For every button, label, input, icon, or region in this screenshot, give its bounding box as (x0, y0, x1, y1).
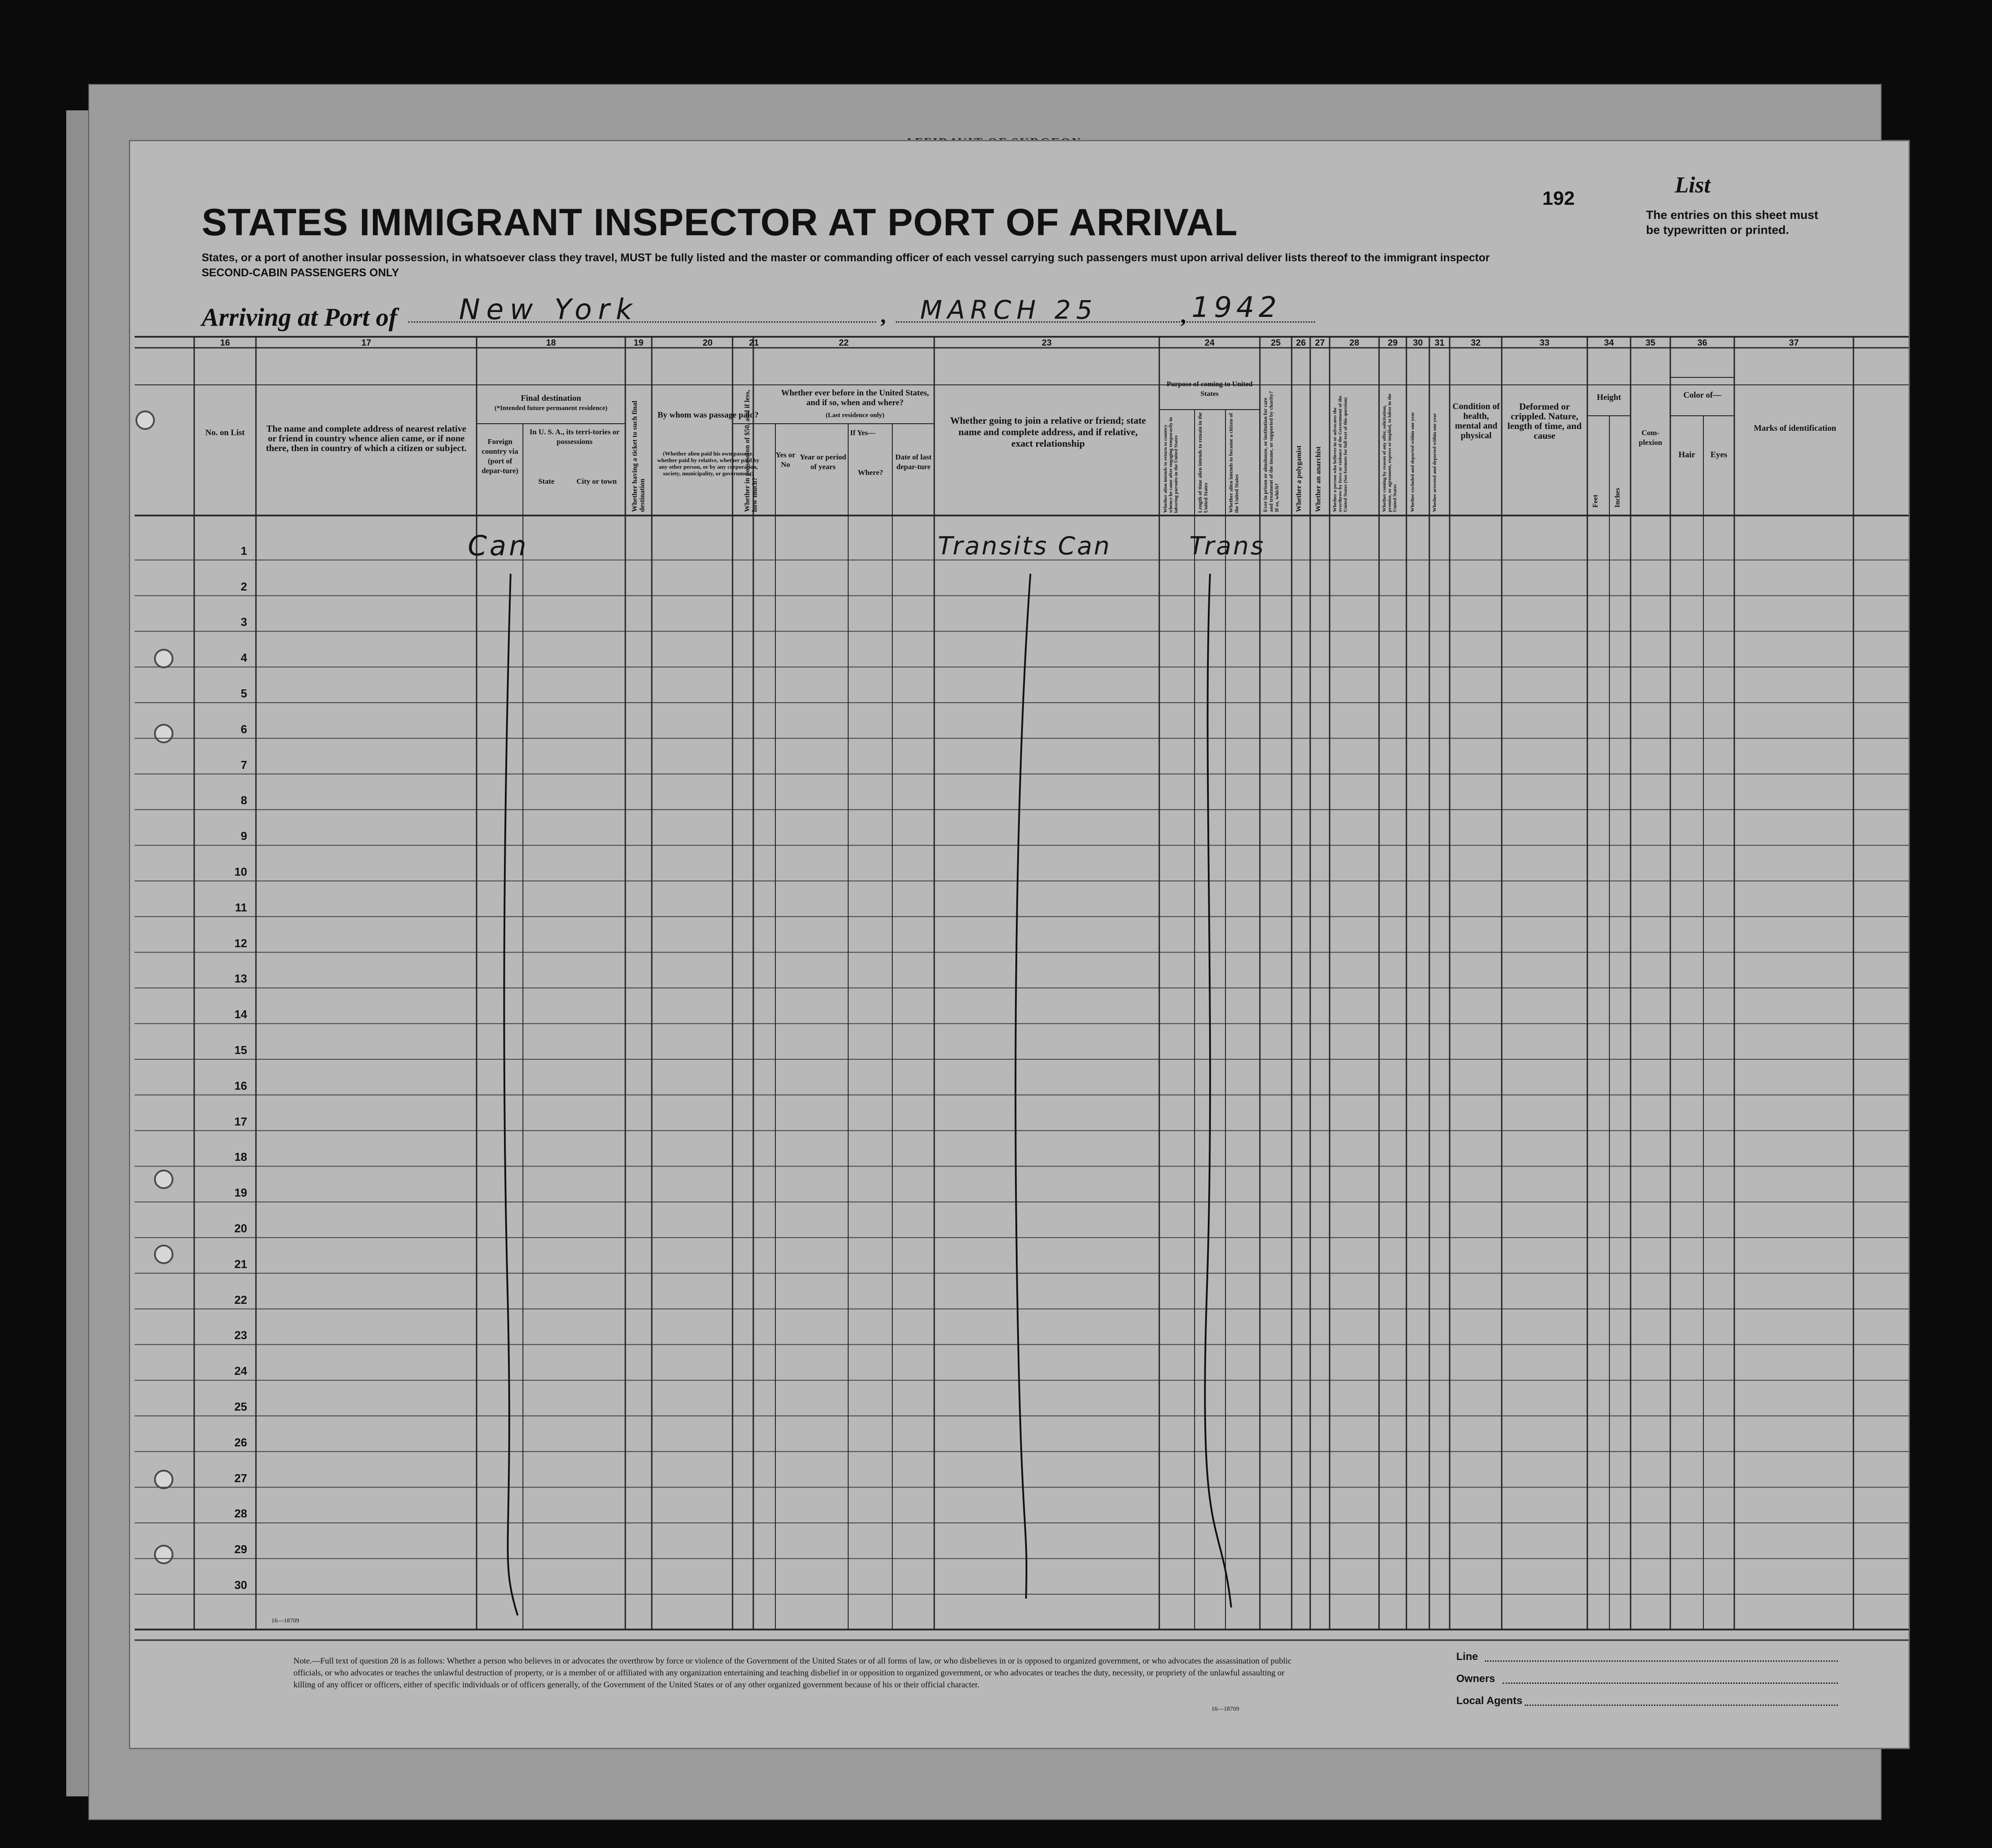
footer-line-field (1485, 1660, 1838, 1662)
col-header-purpose-citizen: Whether alien intends to become a citizen of the United States (1228, 413, 1240, 513)
row-number: 26 (234, 1435, 247, 1449)
passenger-class: SECOND-CABIN PASSENGERS ONLY (202, 267, 399, 279)
footer-owners-field (1503, 1682, 1838, 1684)
col-header-feet: Feet (1592, 494, 1599, 508)
row-number: 24 (234, 1364, 247, 1378)
handwritten-join-relative: Transits Can (938, 532, 1112, 561)
row-number: 22 (234, 1293, 247, 1306)
port-name: New York (459, 294, 639, 326)
col-header-height: Height (1597, 393, 1621, 402)
col-num: 26 (1296, 338, 1306, 348)
row-number: 12 (234, 936, 247, 950)
handwritten-purpose: Trans (1189, 532, 1265, 561)
col-num: 32 (1470, 338, 1481, 348)
col-num: 25 (1270, 338, 1281, 348)
col-num: 17 (361, 338, 372, 348)
row-number: 7 (241, 758, 247, 772)
col-num: 35 (1645, 338, 1656, 348)
handwritten-destination: Can (468, 530, 529, 562)
col-num: 29 (1387, 338, 1398, 348)
footer-agents-field (1525, 1705, 1838, 1706)
col-num: 31 (1434, 338, 1445, 348)
col-header-yes-no: Yes or No (775, 451, 796, 469)
col-header-purpose-return: Whether alien intends to return to country whence he came after engaging temporarily in laboring pursuits in the United States (1163, 417, 1179, 513)
row-number: 11 (235, 900, 247, 914)
col-num: 28 (1349, 338, 1360, 348)
row-number: 5 (241, 687, 247, 700)
col-num: 22 (838, 338, 849, 348)
row-number: 20 (234, 1222, 247, 1235)
footer-agents-label: Local Agents (1456, 1695, 1522, 1707)
col-header-passage-paid: By whom was passage paid? (657, 410, 759, 420)
col-header-in-usa: In U. S. A., its terri-tories or possessions (530, 428, 620, 446)
row-number: 9 (241, 829, 247, 843)
col-header-overthrow: Whether a person who believes in or advocates the overthrow by force or violence of the Government of the United States (See footnote for full text of this question) (1332, 395, 1348, 512)
col-header-complexion: Com-plexion (1639, 429, 1662, 447)
col-header-deformed: Deformed or crippled. Nature, length of time, and cause (1507, 401, 1582, 441)
col-header-ticket: Whether having a ticket to such final destination (631, 400, 646, 512)
list-label: List (1675, 173, 1710, 198)
col-num: 33 (1539, 338, 1550, 348)
col-header-purpose: Purpose of coming to United States (1166, 380, 1253, 398)
col-header-excluded: Whether excluded and deported within one year (1410, 412, 1415, 512)
col-header-year: Year or period of years (800, 453, 846, 471)
col-header-if-yes: If Yes— (850, 429, 876, 437)
col-header-join-relative: Whether going to join a relative or friend; state name and complete address, and if relative, exact relationship (950, 415, 1146, 449)
footer-owners-label: Owners (1456, 1673, 1496, 1685)
arrival-date: MARCH 25 (920, 295, 1098, 325)
row-number: 3 (241, 615, 247, 629)
col-header-polygamist: Whether a polygamist (1295, 445, 1303, 512)
col-header-color: Color of— (1683, 391, 1721, 400)
col-num: 36 (1697, 338, 1707, 348)
col-header-before-in-us-note: (Last residence only) (825, 412, 885, 419)
col-header-anarchist: Whether an anarchist (1315, 446, 1322, 512)
col-header-marks: Marks of identification (1754, 424, 1836, 433)
form-instructions: States, or a port of another insular possession, in whatsoever class they travel, MUST be fully listed and the master or commanding officer of each vessel carrying such passengers must upon arrival deliver lists thereof to the immigrant inspector (202, 252, 1490, 264)
col-num: 34 (1604, 338, 1614, 348)
arrival-year: 1942 (1191, 291, 1281, 324)
col-num: 16 (220, 338, 230, 348)
col-num: 18 (546, 338, 556, 348)
row-number: 10 (234, 865, 247, 878)
col-num: 24 (1204, 338, 1215, 348)
col-header-hair: Hair (1678, 450, 1695, 459)
row-number: 2 (241, 580, 247, 593)
col-header-state: State (538, 477, 555, 486)
row-number: 19 (234, 1186, 247, 1200)
col-num: 21 (749, 338, 759, 348)
form-code-footer: 16—18709 (1211, 1706, 1239, 1713)
footnote-question-28: Note.—Full text of question 28 is as follows: Whether a person who believes in or advocates the overthrow by force or violence of the Government of the United States or of all forms of law, or who disbelieves in or is opposed to organized government, or who advocates the assassination of public officials, or who advocates or teaches the unlawful destruction of property, or is a member of or affiliated with any organization entertaining and teaching disbelief in or opposition to organized government, or who advocates or teaches the duty, necessity, or propriety of the unlawful assaulting or killing of any officer or officers, either of specific individuals or of officers generally, of the Government of the United States or of any other organized government because of his or their official character. (293, 1656, 1292, 1690)
row-number: 16 (234, 1079, 247, 1092)
form-code: 16—18709 (271, 1618, 299, 1624)
sheet-number: 192 (1542, 188, 1575, 209)
row-number: 4 (241, 651, 247, 665)
manifest-sheet (130, 141, 1909, 1748)
row-number: 1 (241, 544, 247, 557)
arriving-label: Arriving at Port of (202, 303, 398, 331)
comma: , (1180, 303, 1186, 327)
col-header-arrested: Whether arrested and deported within one year (1432, 413, 1437, 512)
row-number: 27 (234, 1471, 247, 1485)
col-header-foreign-country: Foreign country via (port of depar-ture) (481, 437, 519, 475)
col-header-fifty-dollars: Whether in possession of $50, and if less, how much? (744, 390, 759, 512)
col-header-final-destination-note: (*Intended future permanent residence) (494, 405, 608, 412)
col-header-prison: Ever in prison or almshouse, or institution for care and treatment of the insane, or supported by charity? If so, which? (1262, 391, 1280, 512)
row-number: 29 (234, 1543, 247, 1556)
col-header-labor-offer: Whether coming by reason of any offer, solicitation, promise, or agreement, express or implied, to labor in the United States (1382, 393, 1398, 512)
form-title: STATES IMMIGRANT INSPECTOR AT PORT OF ARRIVAL (202, 201, 1238, 244)
manifest-grid (130, 141, 1909, 1748)
col-num: 23 (1041, 338, 1052, 348)
col-header-no-on-list: No. on List (205, 428, 245, 437)
row-number: 15 (234, 1043, 247, 1057)
row-number: 17 (234, 1114, 247, 1128)
col-num: 37 (1789, 338, 1799, 348)
row-number: 21 (234, 1257, 247, 1271)
col-num: 30 (1413, 338, 1423, 348)
col-header-relative-abroad: The name and complete address of nearest relative or friend in country whence alien came, or if none there, then in country of which a citizen or subject. (266, 423, 467, 453)
comma: , (880, 303, 886, 327)
col-header-where: Where? (857, 468, 883, 477)
col-header-passage-paid-note: (Whether alien paid his own passage, whether paid by relative, whether paid by any other person, or by any corporation, society, municipality, or government) (657, 450, 759, 477)
row-number: 8 (241, 794, 247, 807)
row-number: 18 (234, 1150, 247, 1164)
col-header-eyes: Eyes (1710, 450, 1727, 459)
col-header-date-departure: Date of last depar-ture (895, 453, 932, 471)
row-number: 30 (234, 1578, 247, 1592)
row-number: 14 (234, 1008, 247, 1021)
row-number: 6 (241, 722, 247, 736)
col-header-health: Condition of health, mental and physical (1452, 402, 1500, 440)
row-number: 13 (234, 972, 247, 986)
footer-line-label: Line (1456, 1651, 1478, 1663)
row-number: 25 (234, 1400, 247, 1413)
col-header-city: City or town (576, 477, 617, 486)
col-num: 27 (1315, 338, 1325, 348)
col-num: 20 (703, 338, 713, 348)
col-num: 19 (633, 338, 644, 348)
col-header-final-destination: Final destination (521, 394, 581, 403)
row-number: 28 (234, 1507, 247, 1521)
entries-note: The entries on this sheet must be typewritten or printed. (1646, 208, 1819, 237)
col-header-inches: Inches (1614, 488, 1621, 508)
col-header-before-in-us: Whether ever before in the United States, and if so, when and where? (781, 388, 929, 407)
row-number: 23 (234, 1329, 247, 1342)
col-header-purpose-length: Length of time alien intends to remain in the United States (1197, 412, 1209, 513)
